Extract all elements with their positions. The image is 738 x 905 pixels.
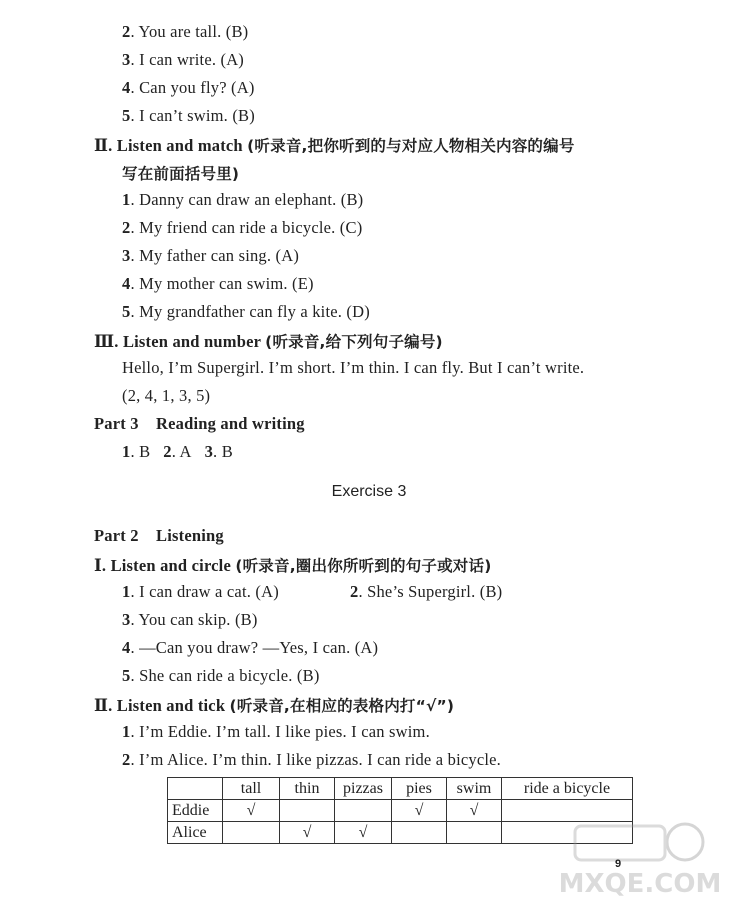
- section-heading: Ⅰ. Listen and circle (听录音,圈出你所听到的句子或对话): [94, 556, 492, 575]
- table-header-cell: tall: [223, 778, 280, 800]
- part-heading: Part 2 Listening: [94, 526, 224, 545]
- answer-line: 2. I’m Alice. I’m thin. I like pizzas. I can ride a bicycle.: [122, 750, 501, 769]
- table-row: [168, 800, 633, 822]
- tick-cell: √: [447, 800, 502, 822]
- tick-cell: √: [280, 822, 335, 844]
- answer-line: 5. She can ride a bicycle. (B): [122, 666, 320, 685]
- section-heading: Ⅲ. Listen and number (听录音,给下列句子编号): [94, 332, 443, 351]
- table-header-cell: thin: [280, 778, 335, 800]
- watermark-logo: [555, 820, 725, 900]
- tick-cell: [447, 822, 502, 844]
- table-header-cell: ride a bicycle: [502, 778, 633, 800]
- table-header-row: [168, 778, 633, 800]
- answer-line: 2. She’s Supergirl. (B): [350, 582, 503, 601]
- svg-text:MXQE.COM: MXQE.COM: [558, 869, 722, 899]
- tick-cell: [223, 822, 280, 844]
- row-name: Alice: [168, 822, 223, 844]
- row-name: Eddie: [168, 800, 223, 822]
- part-heading: Part 3 Reading and writing: [94, 414, 305, 433]
- answer-line: 1. I’m Eddie. I’m tall. I like pies. I can swim.: [122, 722, 430, 741]
- answer-line: 3. My father can sing. (A): [122, 246, 300, 265]
- tick-cell: [392, 822, 447, 844]
- page-number: 9: [615, 858, 622, 870]
- answer-line: 2. You are tall. (B): [122, 22, 249, 41]
- table-header-cell: swim: [447, 778, 502, 800]
- tick-cell: [335, 800, 392, 822]
- tick-cell: [280, 800, 335, 822]
- section-heading: Ⅱ. Listen and match (听录音,把你听到的与对应人物相关内容的编号: [94, 136, 575, 155]
- answer-line: 4. —Can you draw? —Yes, I can. (A): [122, 638, 379, 657]
- table-header-cell: [168, 778, 223, 800]
- table-header-cell: pies: [392, 778, 447, 800]
- answer-line: 1. B 2. A 3. B: [122, 442, 233, 461]
- exercise-title: Exercise 3: [331, 483, 407, 500]
- table-header-cell: pizzas: [335, 778, 392, 800]
- answer-line: 4. Can you fly? (A): [122, 78, 255, 97]
- answer-line: 1. Danny can draw an elephant. (B): [122, 190, 364, 209]
- tick-cell: [502, 800, 633, 822]
- section-instruction: 写在前面括号里): [122, 165, 240, 183]
- answer-line: 2. My friend can ride a bicycle. (C): [122, 218, 363, 237]
- answer-line: 1. I can draw a cat. (A): [122, 582, 279, 601]
- tick-cell: √: [335, 822, 392, 844]
- answer-line: 4. My mother can swim. (E): [122, 274, 314, 293]
- answer-line: 5. My grandfather can fly a kite. (D): [122, 302, 370, 321]
- answer-line: (2, 4, 1, 3, 5): [122, 386, 211, 405]
- tick-cell: √: [223, 800, 280, 822]
- answer-line: 5. I can’t swim. (B): [122, 106, 255, 125]
- answer-line: 3. You can skip. (B): [122, 610, 258, 629]
- answer-line: 3. I can write. (A): [122, 50, 245, 69]
- passage-text: Hello, I’m Supergirl. I’m short. I’m thin. I can fly. But I can’t write.: [122, 358, 585, 377]
- tick-cell: √: [392, 800, 447, 822]
- section-heading: Ⅱ. Listen and tick (听录音,在相应的表格内打“√”): [94, 696, 455, 715]
